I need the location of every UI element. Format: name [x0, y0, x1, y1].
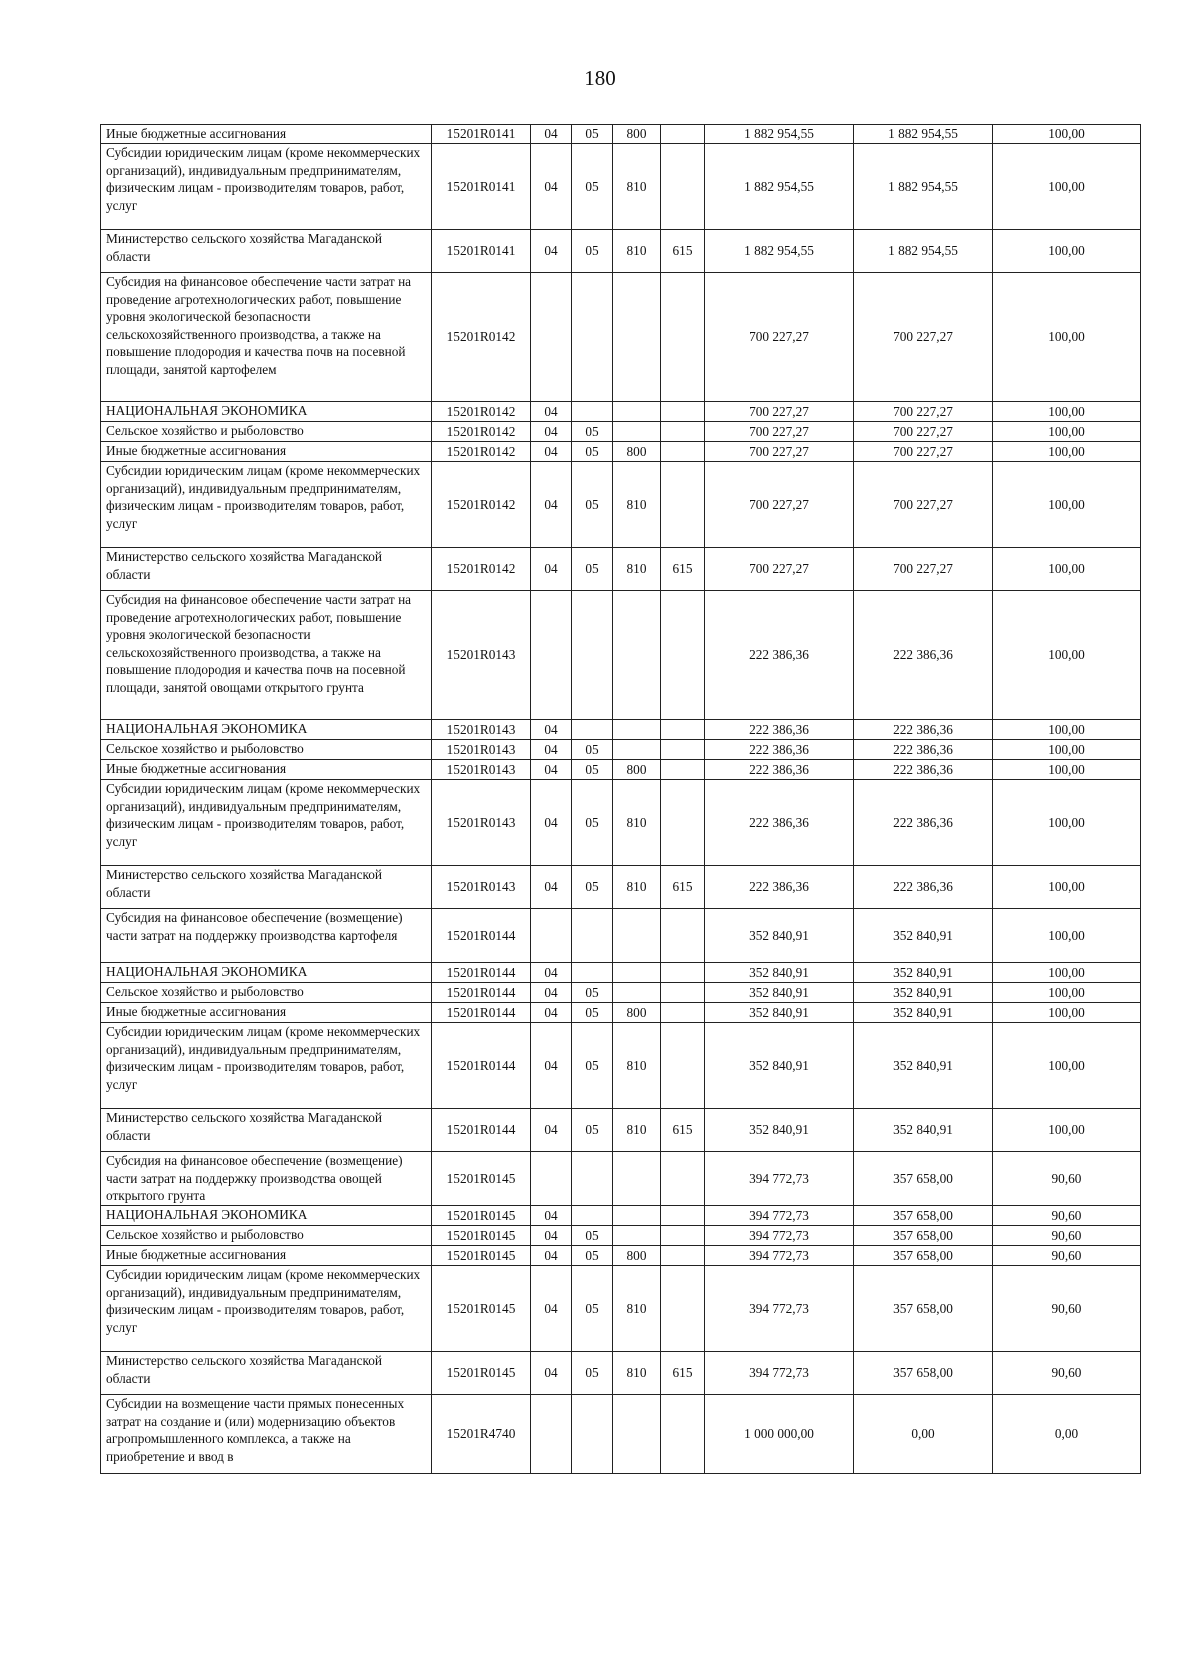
percent-cell: 90,60	[993, 1352, 1141, 1395]
section-cell: 04	[531, 462, 572, 548]
target-article-cell: 15201R0142	[432, 548, 531, 591]
expense-type-cell: 800	[613, 760, 661, 780]
percent-cell: 100,00	[993, 720, 1141, 740]
plan-amount-cell: 394 772,73	[705, 1152, 854, 1206]
name-cell: Министерство сельского хозяйства Магаданской области	[101, 866, 432, 909]
admin-code-cell: 615	[661, 866, 705, 909]
expense-type-cell	[613, 422, 661, 442]
percent-cell: 100,00	[993, 1109, 1141, 1152]
section-cell: 04	[531, 1266, 572, 1352]
section-cell	[531, 909, 572, 963]
expense-type-cell: 810	[613, 1352, 661, 1395]
subsection-cell: 05	[572, 1266, 613, 1352]
table-row	[101, 963, 1141, 983]
admin-code-cell	[661, 422, 705, 442]
expense-type-cell: 800	[613, 125, 661, 144]
name-cell: Субсидия на финансовое обеспечение части затрат на проведение агротехнологических работ, повышение уровня экологической безопасности сельскохозяйственного производства, а также на повышение плодородия и качества почв на посевной площади, занятой картофелем	[101, 273, 432, 402]
target-article-cell: 15201R0141	[432, 144, 531, 230]
percent-cell: 100,00	[993, 422, 1141, 442]
name-cell: Министерство сельского хозяйства Магаданской области	[101, 548, 432, 591]
plan-amount-cell: 352 840,91	[705, 1003, 854, 1023]
name-cell: Министерство сельского хозяйства Магаданской области	[101, 1352, 432, 1395]
name-cell: Сельское хозяйство и рыболовство	[101, 422, 432, 442]
plan-amount-cell: 394 772,73	[705, 1246, 854, 1266]
subsection-cell	[572, 1206, 613, 1226]
target-article-cell: 15201R0143	[432, 780, 531, 866]
plan-amount-cell: 1 882 954,55	[705, 230, 854, 273]
percent-cell: 100,00	[993, 144, 1141, 230]
plan-amount-cell: 222 386,36	[705, 720, 854, 740]
percent-cell: 100,00	[993, 1023, 1141, 1109]
target-article-cell: 15201R0143	[432, 760, 531, 780]
percent-cell: 90,60	[993, 1246, 1141, 1266]
admin-code-cell: 615	[661, 548, 705, 591]
expense-type-cell: 800	[613, 442, 661, 462]
section-cell: 04	[531, 1246, 572, 1266]
plan-amount-cell: 700 227,27	[705, 273, 854, 402]
plan-amount-cell: 1 882 954,55	[705, 125, 854, 144]
target-article-cell: 15201R0144	[432, 963, 531, 983]
admin-code-cell	[661, 983, 705, 1003]
name-cell: НАЦИОНАЛЬНАЯ ЭКОНОМИКА	[101, 402, 432, 422]
expense-type-cell: 810	[613, 548, 661, 591]
admin-code-cell	[661, 125, 705, 144]
target-article-cell: 15201R0144	[432, 909, 531, 963]
admin-code-cell	[661, 963, 705, 983]
name-cell: Иные бюджетные ассигнования	[101, 442, 432, 462]
name-cell: Субсидия на финансовое обеспечение (возмещение) части затрат на поддержку производства овощей открытого грунта	[101, 1152, 432, 1206]
subsection-cell: 05	[572, 462, 613, 548]
table-row	[101, 1395, 1141, 1474]
actual-amount-cell: 352 840,91	[854, 983, 993, 1003]
subsection-cell: 05	[572, 442, 613, 462]
section-cell	[531, 1152, 572, 1206]
name-cell: Иные бюджетные ассигнования	[101, 760, 432, 780]
admin-code-cell: 615	[661, 1352, 705, 1395]
plan-amount-cell: 222 386,36	[705, 740, 854, 760]
section-cell: 04	[531, 442, 572, 462]
plan-amount-cell: 222 386,36	[705, 780, 854, 866]
actual-amount-cell: 357 658,00	[854, 1266, 993, 1352]
name-cell: НАЦИОНАЛЬНАЯ ЭКОНОМИКА	[101, 720, 432, 740]
percent-cell: 100,00	[993, 230, 1141, 273]
target-article-cell: 15201R0144	[432, 1023, 531, 1109]
actual-amount-cell: 352 840,91	[854, 1109, 993, 1152]
section-cell: 04	[531, 1226, 572, 1246]
admin-code-cell	[661, 1246, 705, 1266]
target-article-cell: 15201R0144	[432, 1109, 531, 1152]
expense-type-cell	[613, 591, 661, 720]
table-row	[101, 1206, 1141, 1226]
plan-amount-cell: 352 840,91	[705, 1023, 854, 1109]
expense-type-cell	[613, 909, 661, 963]
subsection-cell: 05	[572, 1109, 613, 1152]
table-row	[101, 1226, 1141, 1246]
admin-code-cell	[661, 1395, 705, 1474]
expense-type-cell: 810	[613, 462, 661, 548]
subsection-cell: 05	[572, 1352, 613, 1395]
percent-cell: 100,00	[993, 273, 1141, 402]
admin-code-cell	[661, 1266, 705, 1352]
table-row	[101, 548, 1141, 591]
subsection-cell	[572, 402, 613, 422]
percent-cell: 90,60	[993, 1206, 1141, 1226]
expense-type-cell: 810	[613, 1109, 661, 1152]
admin-code-cell: 615	[661, 1109, 705, 1152]
actual-amount-cell: 700 227,27	[854, 273, 993, 402]
target-article-cell: 15201R0145	[432, 1266, 531, 1352]
percent-cell: 0,00	[993, 1395, 1141, 1474]
section-cell: 04	[531, 780, 572, 866]
percent-cell: 90,60	[993, 1152, 1141, 1206]
section-cell: 04	[531, 1003, 572, 1023]
section-cell: 04	[531, 1352, 572, 1395]
name-cell: Сельское хозяйство и рыболовство	[101, 983, 432, 1003]
expense-type-cell	[613, 720, 661, 740]
subsection-cell: 05	[572, 548, 613, 591]
subsection-cell: 05	[572, 866, 613, 909]
subsection-cell	[572, 963, 613, 983]
percent-cell: 100,00	[993, 1003, 1141, 1023]
expense-type-cell	[613, 402, 661, 422]
actual-amount-cell: 357 658,00	[854, 1226, 993, 1246]
admin-code-cell	[661, 780, 705, 866]
target-article-cell: 15201R0145	[432, 1206, 531, 1226]
subsection-cell: 05	[572, 983, 613, 1003]
admin-code-cell	[661, 1206, 705, 1226]
budget-table	[100, 124, 1141, 1474]
expense-type-cell	[613, 273, 661, 402]
expense-type-cell	[613, 983, 661, 1003]
admin-code-cell	[661, 144, 705, 230]
subsection-cell: 05	[572, 740, 613, 760]
name-cell: НАЦИОНАЛЬНАЯ ЭКОНОМИКА	[101, 1206, 432, 1226]
admin-code-cell	[661, 1023, 705, 1109]
actual-amount-cell: 357 658,00	[854, 1152, 993, 1206]
admin-code-cell	[661, 442, 705, 462]
name-cell: Субсидия на финансовое обеспечение (возмещение) части затрат на поддержку производства картофеля	[101, 909, 432, 963]
section-cell: 04	[531, 144, 572, 230]
name-cell: Субсидии юридическим лицам (кроме некоммерческих организаций), индивидуальным предпринимателям, физическим лицам - производителям товаров, работ, услуг	[101, 780, 432, 866]
section-cell: 04	[531, 1109, 572, 1152]
table-row	[101, 740, 1141, 760]
section-cell: 04	[531, 548, 572, 591]
admin-code-cell	[661, 591, 705, 720]
plan-amount-cell: 352 840,91	[705, 983, 854, 1003]
plan-amount-cell: 352 840,91	[705, 963, 854, 983]
plan-amount-cell: 222 386,36	[705, 760, 854, 780]
plan-amount-cell: 700 227,27	[705, 422, 854, 442]
table-row	[101, 720, 1141, 740]
target-article-cell: 15201R0141	[432, 125, 531, 144]
section-cell: 04	[531, 720, 572, 740]
name-cell: Сельское хозяйство и рыболовство	[101, 1226, 432, 1246]
target-article-cell: 15201R0144	[432, 1003, 531, 1023]
target-article-cell: 15201R0143	[432, 591, 531, 720]
plan-amount-cell: 394 772,73	[705, 1206, 854, 1226]
name-cell: Субсидии юридическим лицам (кроме некоммерческих организаций), индивидуальным предпринимателям, физическим лицам - производителям товаров, работ, услуг	[101, 144, 432, 230]
subsection-cell	[572, 909, 613, 963]
percent-cell: 100,00	[993, 442, 1141, 462]
table-row	[101, 125, 1141, 144]
section-cell: 04	[531, 963, 572, 983]
actual-amount-cell: 222 386,36	[854, 720, 993, 740]
target-article-cell: 15201R0142	[432, 402, 531, 422]
table-row	[101, 402, 1141, 422]
target-article-cell: 15201R0142	[432, 273, 531, 402]
actual-amount-cell: 357 658,00	[854, 1246, 993, 1266]
plan-amount-cell: 394 772,73	[705, 1226, 854, 1246]
actual-amount-cell: 352 840,91	[854, 909, 993, 963]
name-cell: Министерство сельского хозяйства Магаданской области	[101, 1109, 432, 1152]
subsection-cell: 05	[572, 422, 613, 442]
plan-amount-cell: 700 227,27	[705, 462, 854, 548]
table-row	[101, 1266, 1141, 1352]
subsection-cell: 05	[572, 230, 613, 273]
name-cell: Иные бюджетные ассигнования	[101, 1246, 432, 1266]
plan-amount-cell: 222 386,36	[705, 591, 854, 720]
target-article-cell: 15201R0145	[432, 1246, 531, 1266]
percent-cell: 100,00	[993, 462, 1141, 548]
expense-type-cell: 800	[613, 1246, 661, 1266]
actual-amount-cell: 352 840,91	[854, 1003, 993, 1023]
table-row	[101, 1109, 1141, 1152]
table-row	[101, 462, 1141, 548]
percent-cell: 100,00	[993, 983, 1141, 1003]
subsection-cell	[572, 273, 613, 402]
percent-cell: 90,60	[993, 1226, 1141, 1246]
actual-amount-cell: 1 882 954,55	[854, 125, 993, 144]
expense-type-cell	[613, 740, 661, 760]
actual-amount-cell: 0,00	[854, 1395, 993, 1474]
table-row	[101, 1023, 1141, 1109]
table-row	[101, 780, 1141, 866]
subsection-cell: 05	[572, 1003, 613, 1023]
expense-type-cell	[613, 963, 661, 983]
section-cell: 04	[531, 983, 572, 1003]
target-article-cell: 15201R0142	[432, 422, 531, 442]
section-cell	[531, 591, 572, 720]
target-article-cell: 15201R0143	[432, 866, 531, 909]
percent-cell: 100,00	[993, 591, 1141, 720]
percent-cell: 90,60	[993, 1266, 1141, 1352]
budget-table-body	[101, 125, 1141, 1474]
admin-code-cell	[661, 740, 705, 760]
actual-amount-cell: 700 227,27	[854, 402, 993, 422]
table-row	[101, 144, 1141, 230]
plan-amount-cell: 1 000 000,00	[705, 1395, 854, 1474]
admin-code-cell	[661, 402, 705, 422]
plan-amount-cell: 700 227,27	[705, 442, 854, 462]
name-cell: Субсидии юридическим лицам (кроме некоммерческих организаций), индивидуальным предпринимателям, физическим лицам - производителям товаров, работ, услуг	[101, 1266, 432, 1352]
subsection-cell: 05	[572, 780, 613, 866]
subsection-cell	[572, 591, 613, 720]
name-cell: НАЦИОНАЛЬНАЯ ЭКОНОМИКА	[101, 963, 432, 983]
table-row	[101, 591, 1141, 720]
plan-amount-cell: 1 882 954,55	[705, 144, 854, 230]
admin-code-cell	[661, 1226, 705, 1246]
target-article-cell: 15201R0145	[432, 1226, 531, 1246]
table-row	[101, 1352, 1141, 1395]
actual-amount-cell: 352 840,91	[854, 1023, 993, 1109]
expense-type-cell: 810	[613, 1023, 661, 1109]
subsection-cell: 05	[572, 1246, 613, 1266]
subsection-cell: 05	[572, 125, 613, 144]
section-cell: 04	[531, 1206, 572, 1226]
expense-type-cell: 810	[613, 230, 661, 273]
percent-cell: 100,00	[993, 760, 1141, 780]
expense-type-cell: 800	[613, 1003, 661, 1023]
actual-amount-cell: 357 658,00	[854, 1352, 993, 1395]
percent-cell: 100,00	[993, 909, 1141, 963]
plan-amount-cell: 352 840,91	[705, 909, 854, 963]
subsection-cell: 05	[572, 1226, 613, 1246]
percent-cell: 100,00	[993, 780, 1141, 866]
section-cell: 04	[531, 740, 572, 760]
actual-amount-cell: 222 386,36	[854, 866, 993, 909]
actual-amount-cell: 700 227,27	[854, 548, 993, 591]
target-article-cell: 15201R4740	[432, 1395, 531, 1474]
plan-amount-cell: 700 227,27	[705, 548, 854, 591]
table-row	[101, 1003, 1141, 1023]
actual-amount-cell: 700 227,27	[854, 442, 993, 462]
name-cell: Субсидии юридическим лицам (кроме некоммерческих организаций), индивидуальным предпринимателям, физическим лицам - производителям товаров, работ, услуг	[101, 1023, 432, 1109]
percent-cell: 100,00	[993, 402, 1141, 422]
section-cell: 04	[531, 230, 572, 273]
section-cell: 04	[531, 760, 572, 780]
plan-amount-cell: 394 772,73	[705, 1352, 854, 1395]
table-row	[101, 909, 1141, 963]
name-cell: Сельское хозяйство и рыболовство	[101, 740, 432, 760]
actual-amount-cell: 222 386,36	[854, 760, 993, 780]
name-cell: Иные бюджетные ассигнования	[101, 1003, 432, 1023]
section-cell: 04	[531, 1023, 572, 1109]
actual-amount-cell: 222 386,36	[854, 780, 993, 866]
admin-code-cell	[661, 273, 705, 402]
admin-code-cell	[661, 1152, 705, 1206]
section-cell: 04	[531, 402, 572, 422]
admin-code-cell	[661, 1003, 705, 1023]
expense-type-cell: 810	[613, 144, 661, 230]
table-row	[101, 866, 1141, 909]
percent-cell: 100,00	[993, 125, 1141, 144]
percent-cell: 100,00	[993, 548, 1141, 591]
table-row	[101, 422, 1141, 442]
admin-code-cell	[661, 462, 705, 548]
admin-code-cell	[661, 909, 705, 963]
actual-amount-cell: 357 658,00	[854, 1206, 993, 1226]
target-article-cell: 15201R0141	[432, 230, 531, 273]
name-cell: Субсидии юридическим лицам (кроме некоммерческих организаций), индивидуальным предпринимателям, физическим лицам - производителям товаров, работ, услуг	[101, 462, 432, 548]
actual-amount-cell: 1 882 954,55	[854, 230, 993, 273]
table-row	[101, 983, 1141, 1003]
percent-cell: 100,00	[993, 866, 1141, 909]
expense-type-cell	[613, 1226, 661, 1246]
expense-type-cell	[613, 1395, 661, 1474]
actual-amount-cell: 700 227,27	[854, 462, 993, 548]
plan-amount-cell: 352 840,91	[705, 1109, 854, 1152]
table-row	[101, 1152, 1141, 1206]
target-article-cell: 15201R0145	[432, 1352, 531, 1395]
admin-code-cell: 615	[661, 230, 705, 273]
subsection-cell: 05	[572, 144, 613, 230]
actual-amount-cell: 222 386,36	[854, 591, 993, 720]
subsection-cell: 05	[572, 1023, 613, 1109]
admin-code-cell	[661, 760, 705, 780]
table-row	[101, 230, 1141, 273]
target-article-cell: 15201R0144	[432, 983, 531, 1003]
expense-type-cell: 810	[613, 1266, 661, 1352]
percent-cell: 100,00	[993, 963, 1141, 983]
section-cell	[531, 273, 572, 402]
name-cell: Иные бюджетные ассигнования	[101, 125, 432, 144]
plan-amount-cell: 700 227,27	[705, 402, 854, 422]
section-cell	[531, 1395, 572, 1474]
target-article-cell: 15201R0142	[432, 462, 531, 548]
plan-amount-cell: 394 772,73	[705, 1266, 854, 1352]
admin-code-cell	[661, 720, 705, 740]
subsection-cell	[572, 720, 613, 740]
actual-amount-cell: 352 840,91	[854, 963, 993, 983]
page-number: 180	[584, 66, 616, 90]
table-row	[101, 1246, 1141, 1266]
table-row	[101, 442, 1141, 462]
section-cell: 04	[531, 866, 572, 909]
target-article-cell: 15201R0142	[432, 442, 531, 462]
name-cell: Субсидии на возмещение части прямых понесенных затрат на создание и (или) модернизацию объектов агропромышленного комплекса, а также на приобретение и ввод в	[101, 1395, 432, 1474]
expense-type-cell: 810	[613, 866, 661, 909]
table-row	[101, 273, 1141, 402]
table-row	[101, 760, 1141, 780]
plan-amount-cell: 222 386,36	[705, 866, 854, 909]
target-article-cell: 15201R0143	[432, 720, 531, 740]
expense-type-cell	[613, 1206, 661, 1226]
subsection-cell: 05	[572, 760, 613, 780]
name-cell: Министерство сельского хозяйства Магаданской области	[101, 230, 432, 273]
target-article-cell: 15201R0145	[432, 1152, 531, 1206]
section-cell: 04	[531, 422, 572, 442]
expense-type-cell	[613, 1152, 661, 1206]
subsection-cell	[572, 1395, 613, 1474]
actual-amount-cell: 700 227,27	[854, 422, 993, 442]
actual-amount-cell: 222 386,36	[854, 740, 993, 760]
actual-amount-cell: 1 882 954,55	[854, 144, 993, 230]
target-article-cell: 15201R0143	[432, 740, 531, 760]
section-cell: 04	[531, 125, 572, 144]
subsection-cell	[572, 1152, 613, 1206]
percent-cell: 100,00	[993, 740, 1141, 760]
name-cell: Субсидия на финансовое обеспечение части затрат на проведение агротехнологических работ, повышение уровня экологической безопасности сельскохозяйственного производства, а также на повышение плодородия и качества почв на посевной площади, занятой овощами открытого грунта	[101, 591, 432, 720]
expense-type-cell: 810	[613, 780, 661, 866]
